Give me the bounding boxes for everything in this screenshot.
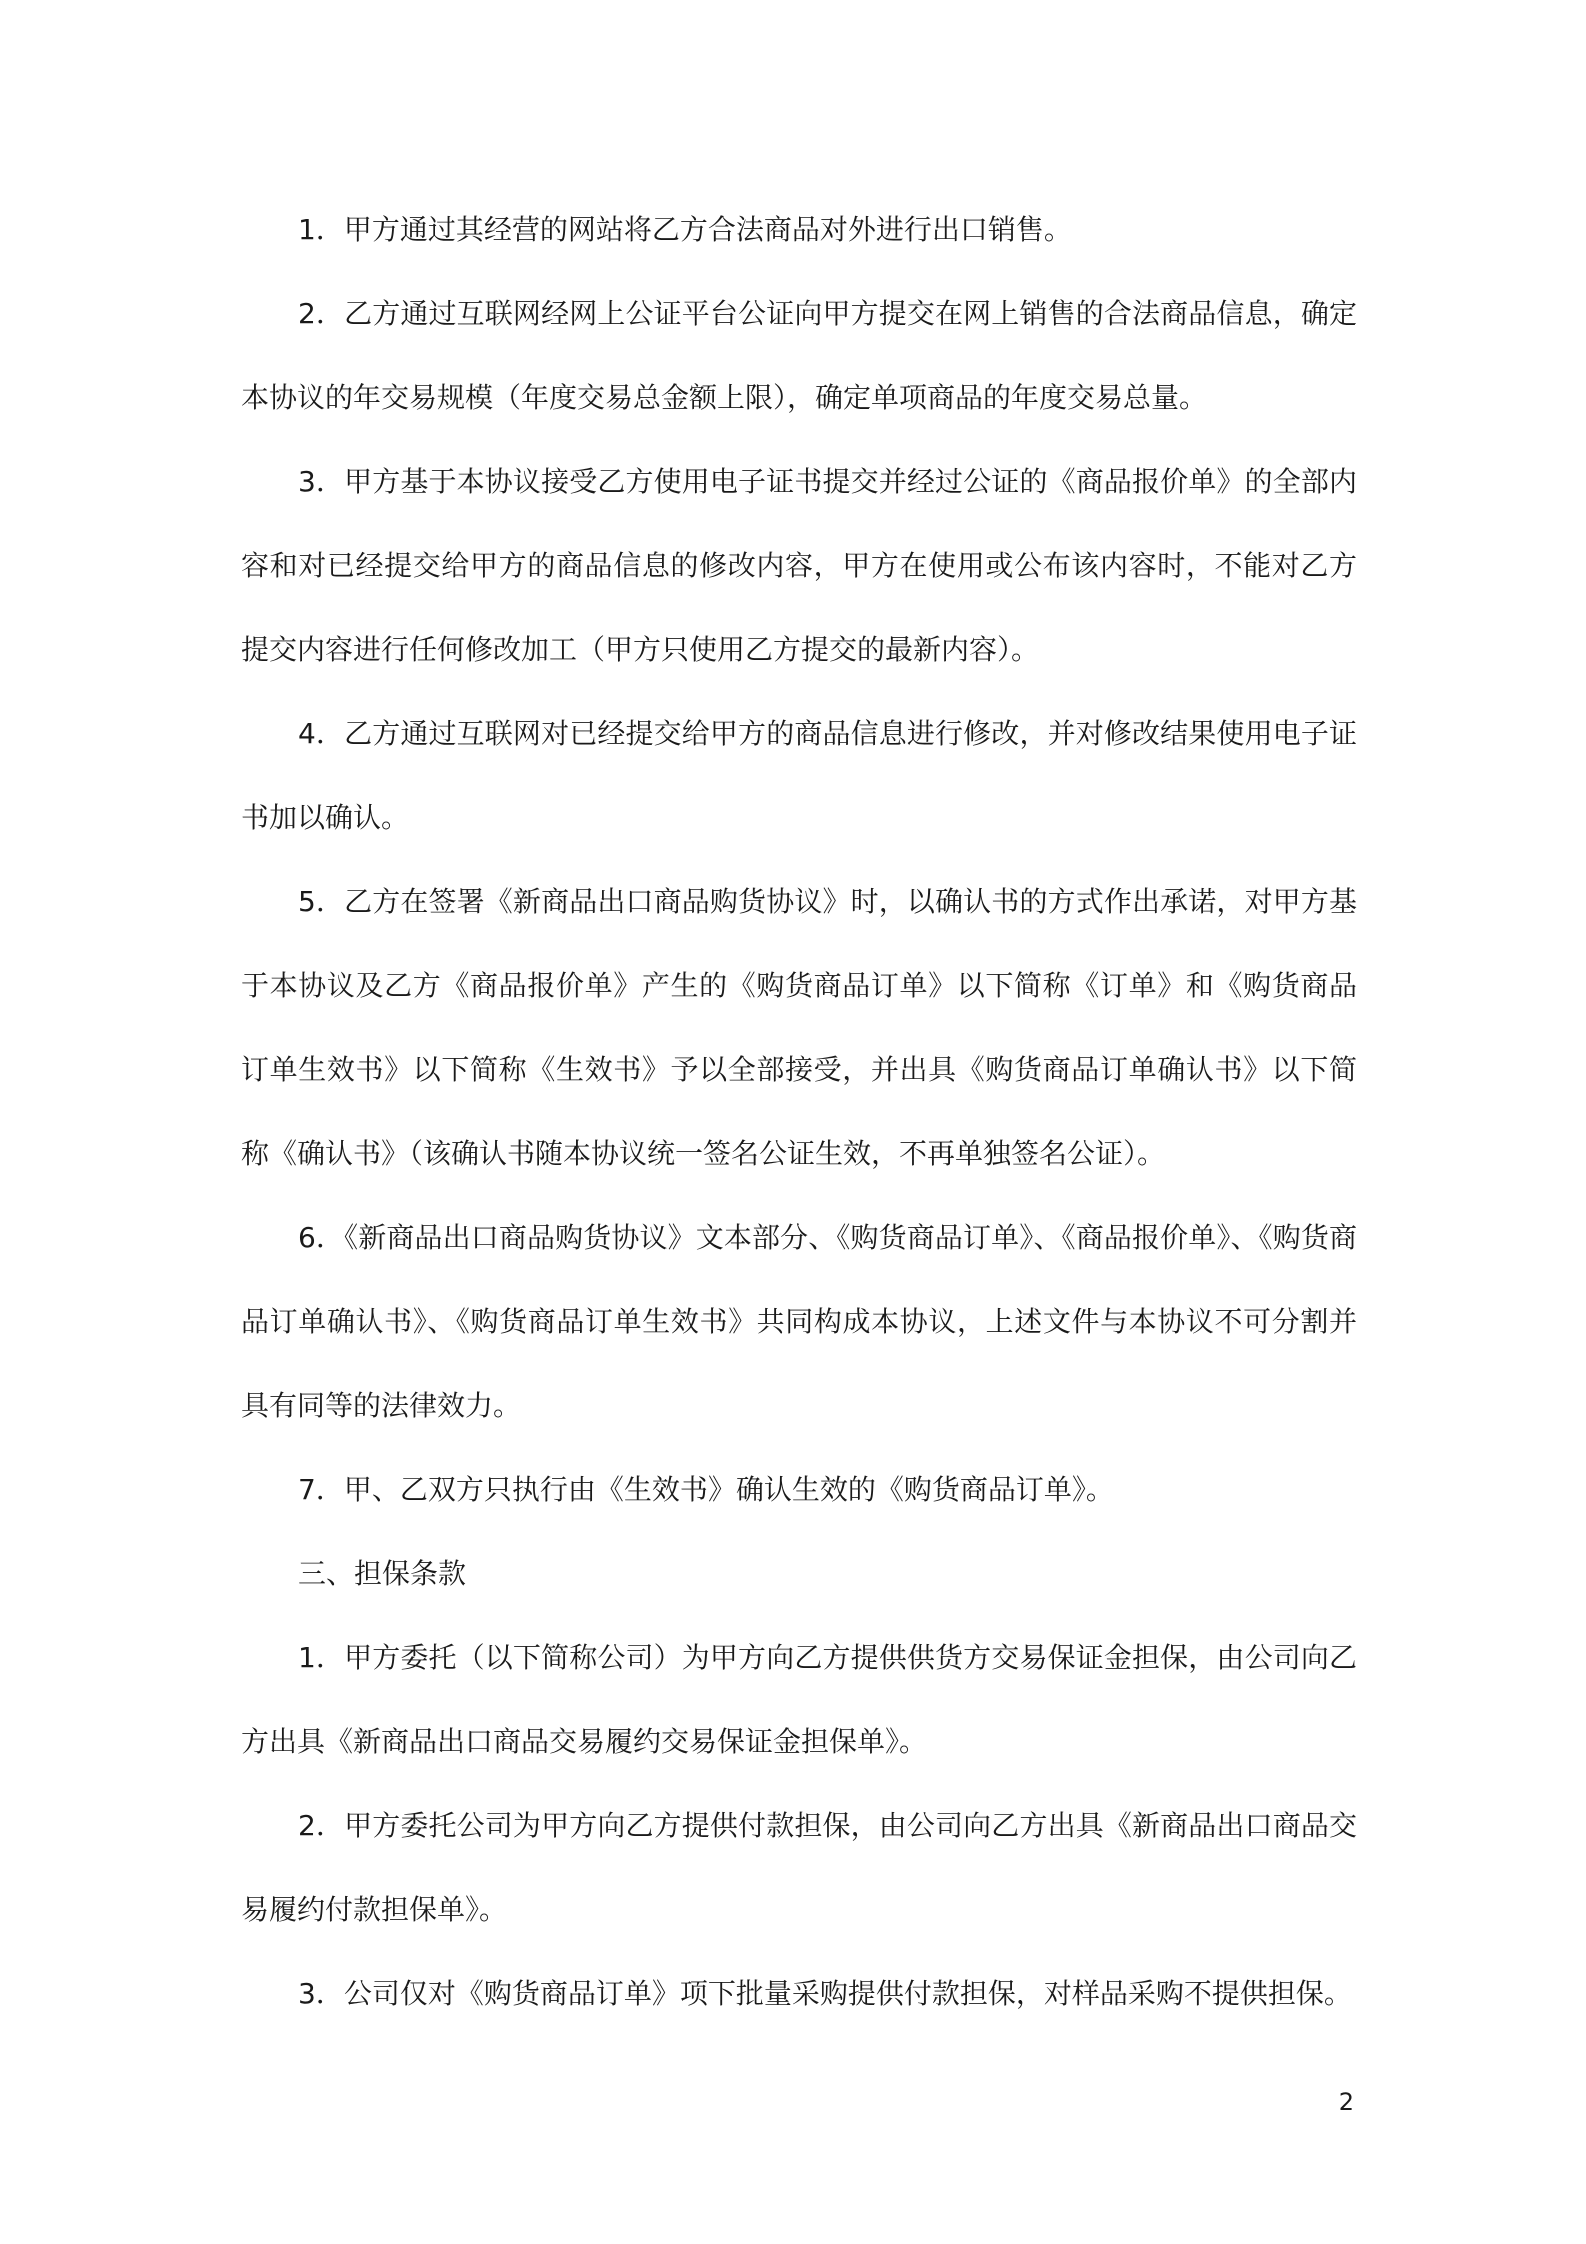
clause-2-item-3: 3．甲方基于本协议接受乙方使用电子证书提交并经过公证的《商品报价单》的全部内容和对已经提交给甲方的商品信息的修改内容，甲方在使用或公布该内容时，不能对乙方提交内容进行任何修改加工（甲方只使用乙方提交的最新内容）。 xyxy=(241,465,1357,666)
section-heading-guarantee: 三、担保条款 xyxy=(298,1557,467,1590)
page-number: 2 xyxy=(1338,2088,1354,2116)
clause-3-item-2: 2．甲方委托公司为甲方向乙方提供付款担保，由公司向乙方出具《新商品出口商品交易履约付款担保单》。 xyxy=(241,1809,1357,1926)
clause-2-item-5: 5．乙方在签署《新商品出口商品购货协议》时，以确认书的方式作出承诺，对甲方基于本协议及乙方《商品报价单》产生的《购货商品订单》以下简称《订单》和《购货商品订单生效书》以下简称《生效书》予以全部接受，并出具《购货商品订单确认书》以下简称《确认书》（该确认书随本协议统一签名公证生效，不再单独签名公证）。 xyxy=(241,885,1357,1170)
clause-2-item-7: 7．甲、乙双方只执行由《生效书》确认生效的《购货商品订单》。 xyxy=(298,1473,1114,1506)
document-body xyxy=(241,0,1357,2036)
clause-2-item-6: 6．《新商品出口商品购货协议》文本部分、《购货商品订单》、《商品报价单》、《购货商品订单确认书》、《购货商品订单生效书》共同构成本协议，上述文件与本协议不可分割并具有同等的法律效力。 xyxy=(241,1221,1357,1422)
clause-2-item-4: 4．乙方通过互联网对已经提交给甲方的商品信息进行修改，并对修改结果使用电子证书加以确认。 xyxy=(241,717,1357,834)
clause-2-item-2: 2．乙方通过互联网经网上公证平台公证向甲方提交在网上销售的合法商品信息，确定本协议的年交易规模（年度交易总金额上限），确定单项商品的年度交易总量。 xyxy=(241,297,1357,414)
clause-3-item-1: 1．甲方委托（以下简称公司）为甲方向乙方提供供货方交易保证金担保，由公司向乙方出具《新商品出口商品交易履约交易保证金担保单》。 xyxy=(241,1641,1357,1758)
clause-3-item-3: 3．公司仅对《购货商品订单》项下批量采购提供付款担保，对样品采购不提供担保。 xyxy=(298,1977,1352,2010)
clause-2-item-1: 1．甲方通过其经营的网站将乙方合法商品对外进行出口销售。 xyxy=(298,213,1072,246)
